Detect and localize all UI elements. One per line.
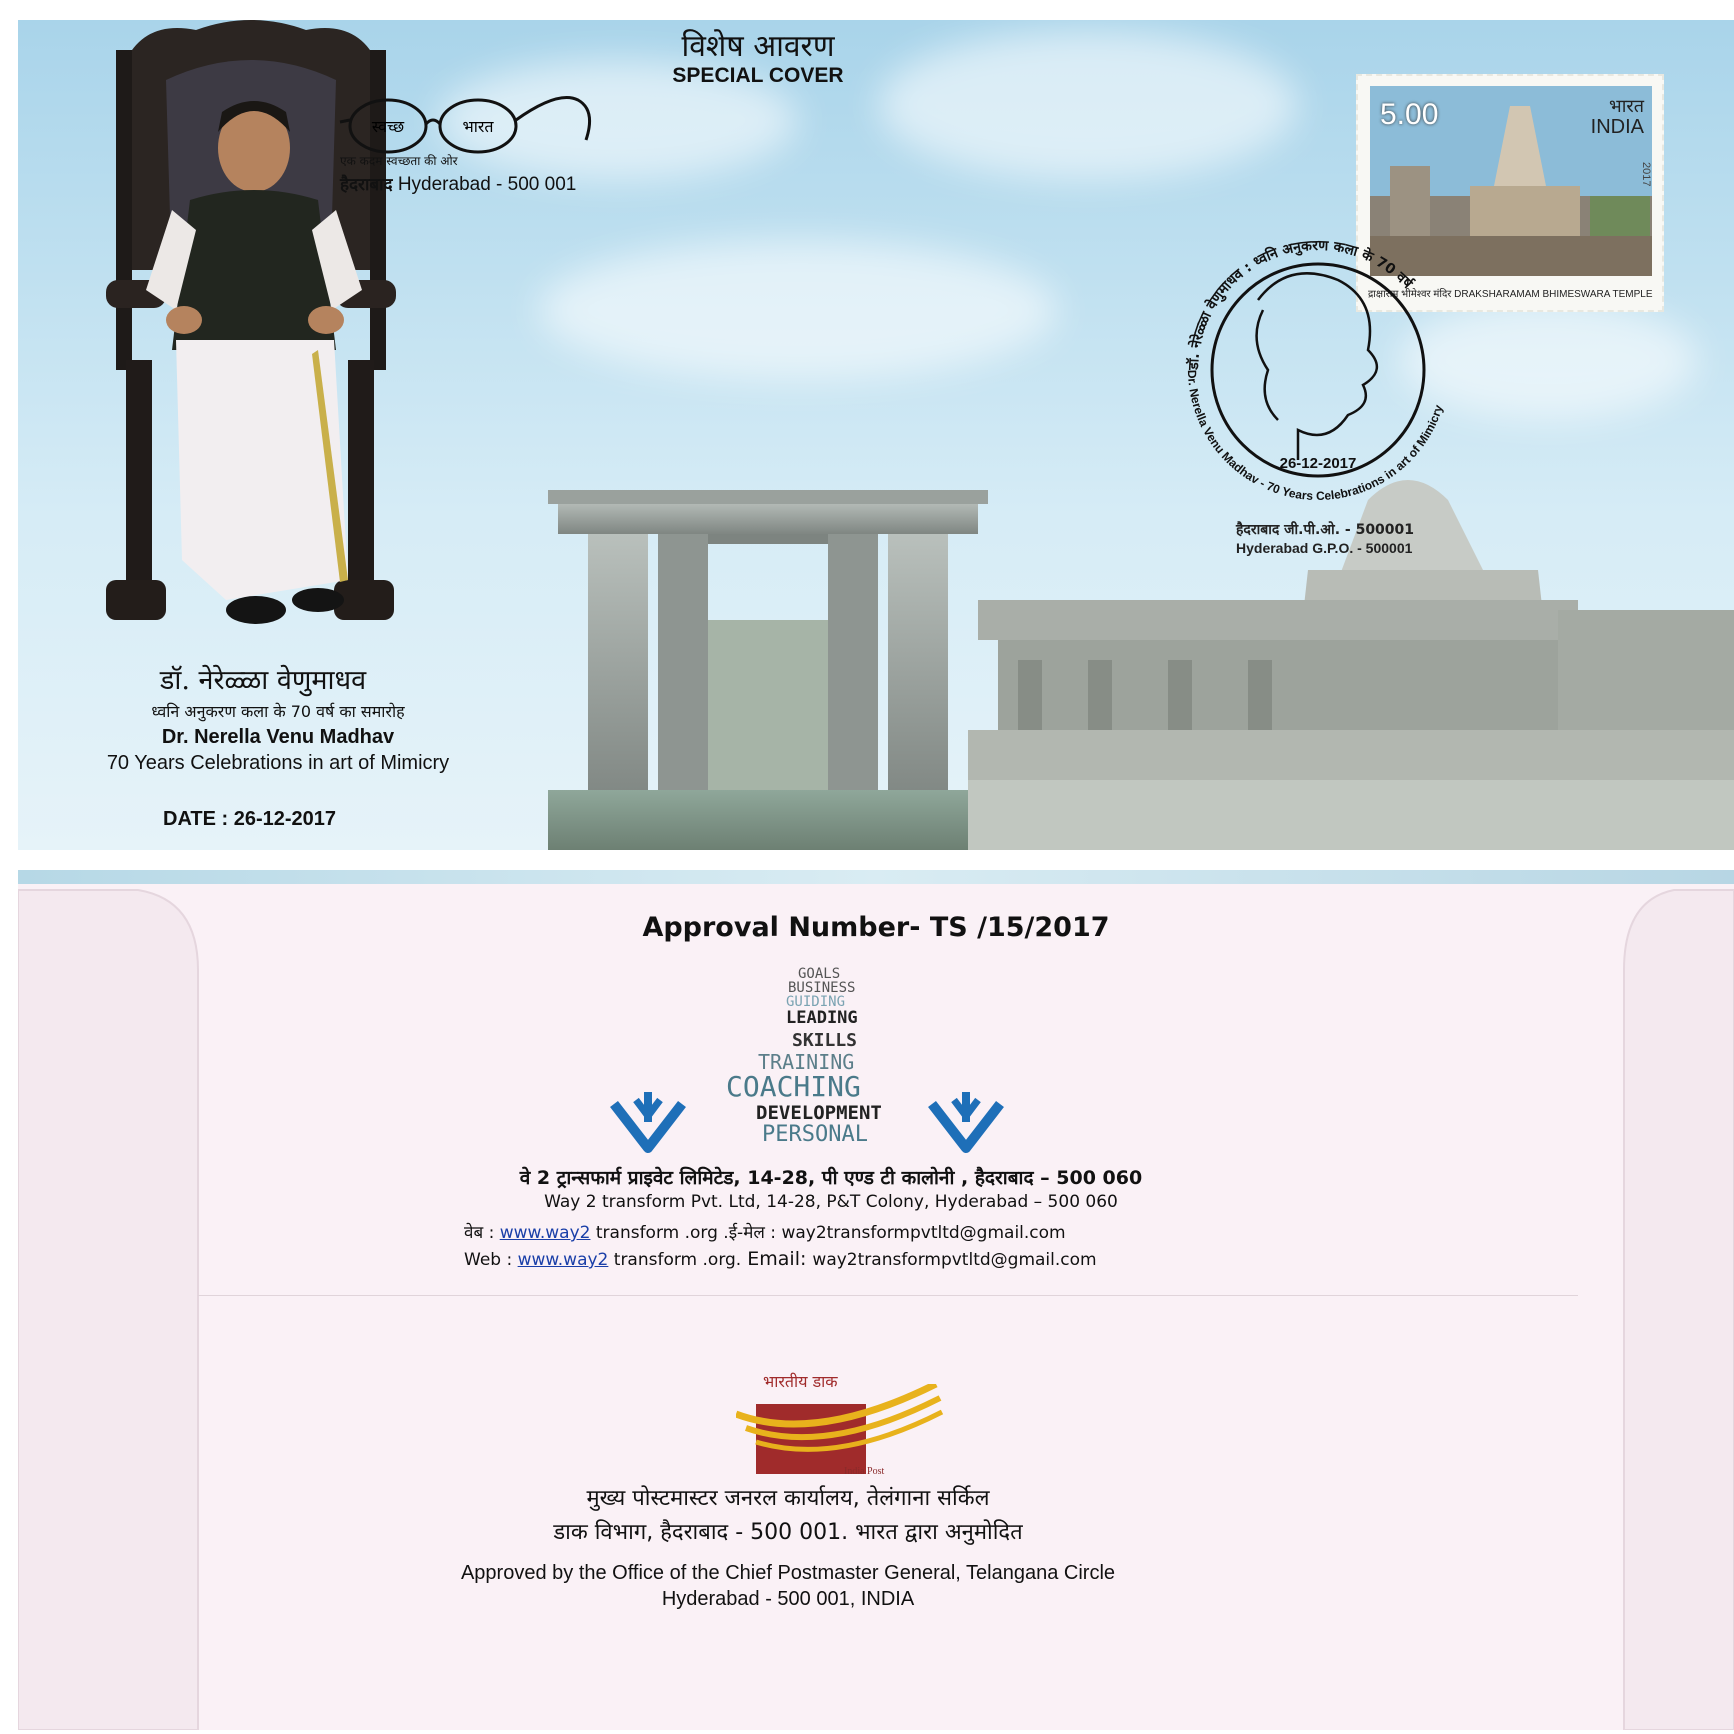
office-line-hindi-2: डाक विभाग, हैदराबाद - 500 001. भारत द्वारा अनुमोदित [553,1520,1023,1545]
honoree-subtitle-english: 70 Years Celebrations in art of Mimicry [106,752,450,774]
approval-number: Approval Number- TS /15/2017 [642,912,1110,943]
cover-date: DATE : 26-12-2017 [163,808,337,830]
word-cloud-word: TRAINING [758,1050,855,1074]
stamp-denomination: 5.00 [1380,98,1439,131]
honoree-name-english: Dr. Nerella Venu Madhav [161,726,395,748]
email-address[interactable]: way2transformpvtltd@gmail.com [812,1250,1097,1270]
postmark-date: 26-12-2017 [1279,455,1357,472]
india-post-label-english: India Post [844,1466,885,1477]
stamp-country-hindi: भारत [1609,96,1644,117]
website-rest: transform .org. [608,1250,742,1270]
back-cover [18,870,1734,1730]
company-address-hindi: वे 2 ट्रान्सफार्म प्राइवेट लिमिटेड, 14-28, पी एण्ड टी कालोनी , हैदराबाद – 500 060 [519,1167,1143,1189]
word-cloud [718,966,918,1147]
cancellation-postmark [1148,200,1488,540]
company-address-english: Way 2 transform Pvt. Ltd, 14-28, P&T Colony, Hyderabad – 500 060 [544,1192,1118,1212]
envelope-flap-right [1614,870,1734,1730]
word-cloud-word: PERSONAL [762,1122,868,1147]
word-cloud-word: BUSINESS [788,980,856,996]
india-post-label-hindi: भारतीय डाक [763,1372,838,1391]
swachh-left-text: स्वच्छ [371,117,405,136]
word-cloud-word: COACHING [726,1070,861,1103]
website-rest: transform .org [590,1223,718,1243]
post-office-english: Hyderabad G.P.O. - 500001 [1236,540,1413,556]
city-hindi: हैदराबाद [340,175,393,195]
email-label-hindi: .ई-मेल : [717,1223,782,1243]
svg-text:डॉ. नेरेळ्ळा वेणुमाधव : ध्वनि [1185,238,1417,371]
city-line [340,172,576,196]
title-hindi: विशेष आवरण [681,29,835,64]
way2transform-logo-icon [608,1092,688,1158]
swachh-tagline: एक कदम स्वच्छता की ओर [340,154,458,168]
way2transform-logo-icon [926,1092,1006,1158]
web-label-hindi: वेब : [464,1223,500,1243]
post-office-hindi: हैदराबाद जी.पी.ओ. - 500001 [1236,522,1415,538]
postmark-ring-text-english: Dr. Nerella Venu Madhav - 70 Years Celebrations in art of Mimicry [1184,369,1446,504]
cloud [538,240,1058,380]
word-cloud-word: SKILLS [792,1030,858,1051]
email-label-english: Email: [741,1248,813,1270]
honoree-subtitle-hindi: ध्वनि अनुकरण कला के 70 वर्ष का समारोह [151,702,405,721]
word-cloud-word: DEVELOPMENT [756,1102,882,1124]
honoree-name-hindi: डॉ. नेरेळ्ळा वेणुमाधव [159,665,367,696]
swachh-right-text: भारत [462,117,494,136]
web-label-english: Web : [464,1250,518,1270]
svg-text:Dr. Nerella Venu Madhav - 70 Y [1185,370,1446,503]
top-strip [18,870,1734,884]
word-cloud-word: GUIDING [786,994,846,1010]
contact-line-english [464,1248,1097,1270]
front-cover [18,20,1734,850]
postmark-ring-text-hindi: डॉ. नेरेळ्ळा वेणुमाधव : ध्वनि अनुकरण कला के 70 वर्ष [1185,237,1416,371]
stamp-year: 2017 [1640,162,1652,187]
office-line-english-1: Approved by the Office of the Chief Postmaster General, Telangana Circle [460,1562,1116,1584]
office-line-hindi-1: मुख्य पोस्टमास्टर जनरल कार्यालय, तेलंगाना सर्किल [586,1486,990,1511]
monuments-illustration [548,460,1734,850]
word-cloud-word: GOALS [798,966,841,982]
website-link[interactable]: www.way2 [499,1223,591,1243]
contact-line-hindi [464,1220,1066,1243]
cloud [878,30,1298,180]
office-line-english-2: Hyderabad - 500 001, INDIA [661,1588,915,1610]
envelope-fold-line [198,1295,1578,1296]
email-address[interactable]: way2transformpvtltd@gmail.com [781,1223,1066,1243]
title-english: SPECIAL COVER [672,64,844,87]
website-link[interactable]: www.way2 [517,1250,609,1270]
word-cloud-word: LEADING [786,1008,858,1028]
city-english: Hyderabad - 500 001 [397,174,577,195]
stamp-country-english: INDIA [1590,116,1644,138]
stamp-caption: द्राक्षाराम भीमेश्वर मंदिर DRAKSHARAMAM BHIMESWARA TEMPLE [1368,289,1653,300]
